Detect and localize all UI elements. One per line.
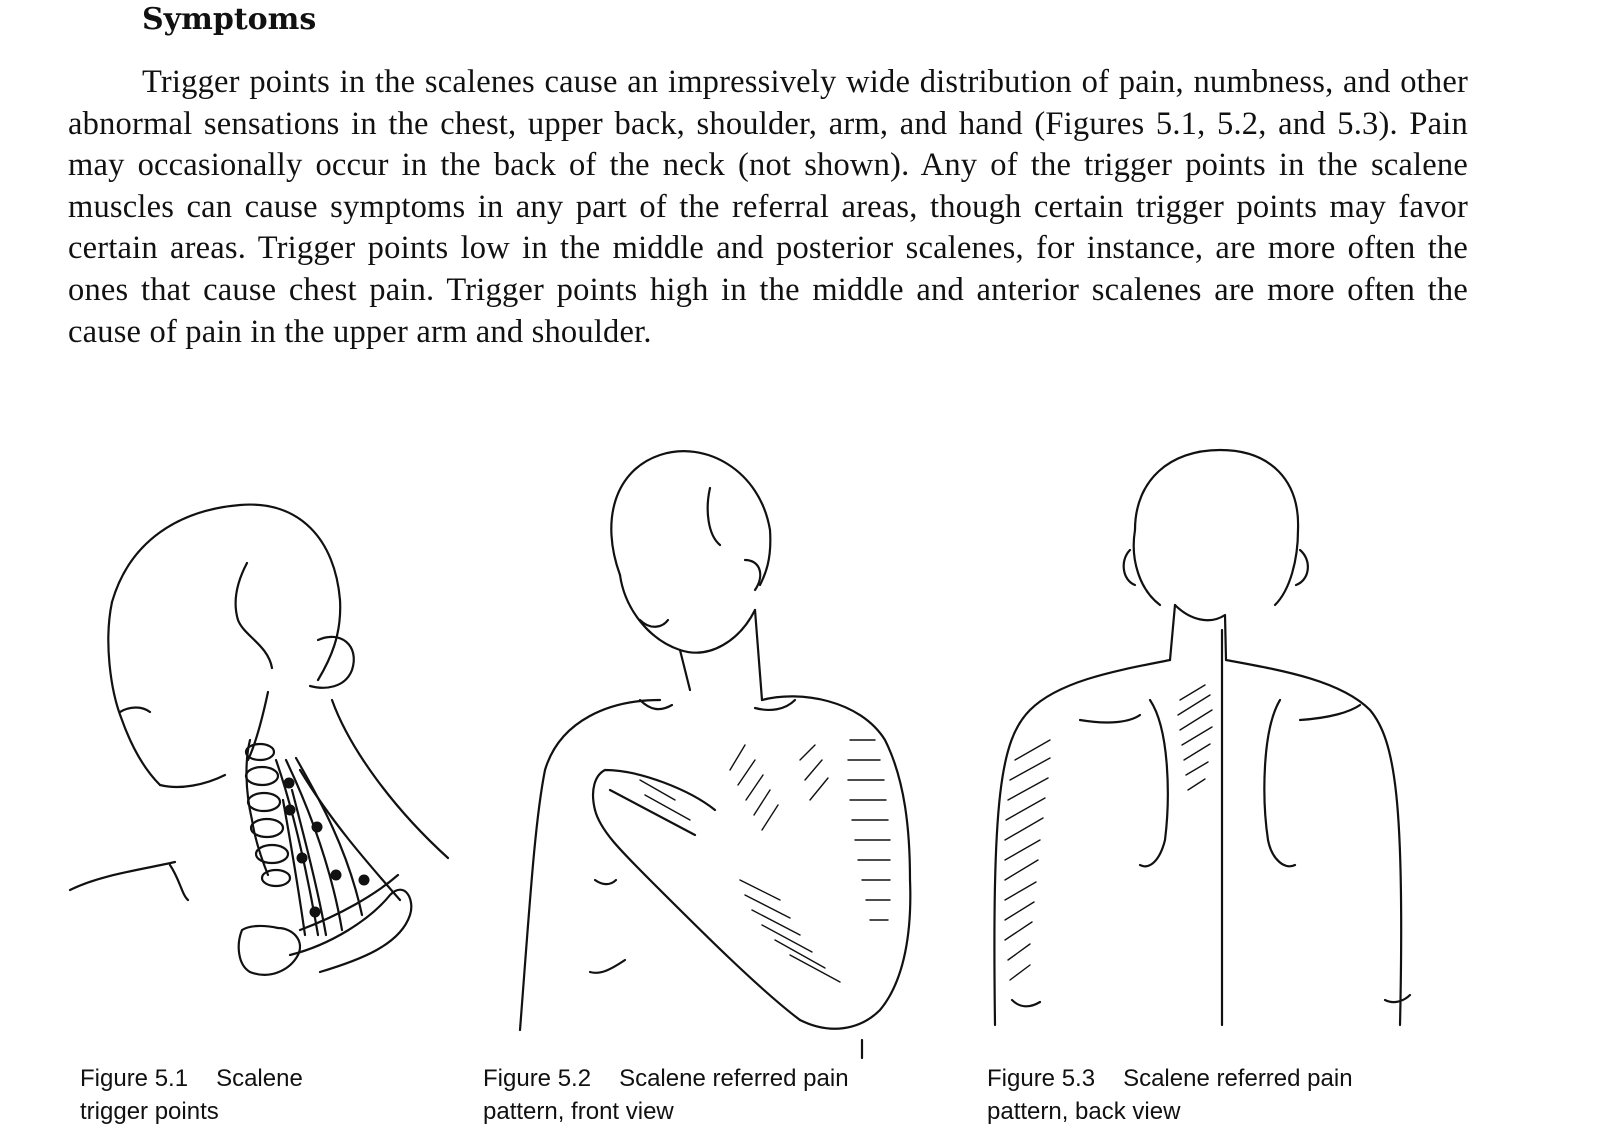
body-paragraph: Trigger points in the scalenes cause an impressively wide distribution of pain, numbness, and other abnormal sensations in the chest, upper back, shoulder, arm, and hand (Figures 5.1, 5.2, and 5.3). Pain may occasionally occur in the back of the neck (not shown). Any of the trigger points in the scalene muscles can cause symptoms in any part of the referral areas, though certain trigger points may favor certain areas. Trigger points low in the middle and posterior scalenes, for instance, are more often the ones that cause chest pain. Trigger points high in the middle and anterior scalenes are more often the cause of pain in the upper arm and shoulder. [68, 64, 1468, 350]
front-pain-hatching [640, 740, 890, 982]
figure-title: Scalene referred pain [1123, 1065, 1353, 1092]
figure-5-2-illustration [520, 451, 910, 1058]
back-pain-hatching [1005, 685, 1212, 980]
figure-number: Figure 5.3 [987, 1065, 1096, 1092]
figure-number: Figure 5.1 [80, 1065, 189, 1092]
figure-title-cont: pattern, front view [483, 1098, 674, 1125]
figure-title-cont: pattern, back view [987, 1098, 1181, 1125]
figure-5-3-caption [987, 1062, 1437, 1128]
figure-5-1-illustration [70, 505, 448, 975]
figure-title: Scalene [216, 1065, 303, 1092]
figure-5-3-illustration [994, 450, 1410, 1025]
section-heading: Symptoms [142, 2, 317, 37]
figure-5-2-caption [483, 1062, 933, 1128]
figure-number: Figure 5.2 [483, 1065, 592, 1092]
figure-title-cont: trigger points [80, 1098, 219, 1125]
figure-title: Scalene referred pain [619, 1065, 849, 1092]
figure-5-1-caption [80, 1062, 380, 1128]
